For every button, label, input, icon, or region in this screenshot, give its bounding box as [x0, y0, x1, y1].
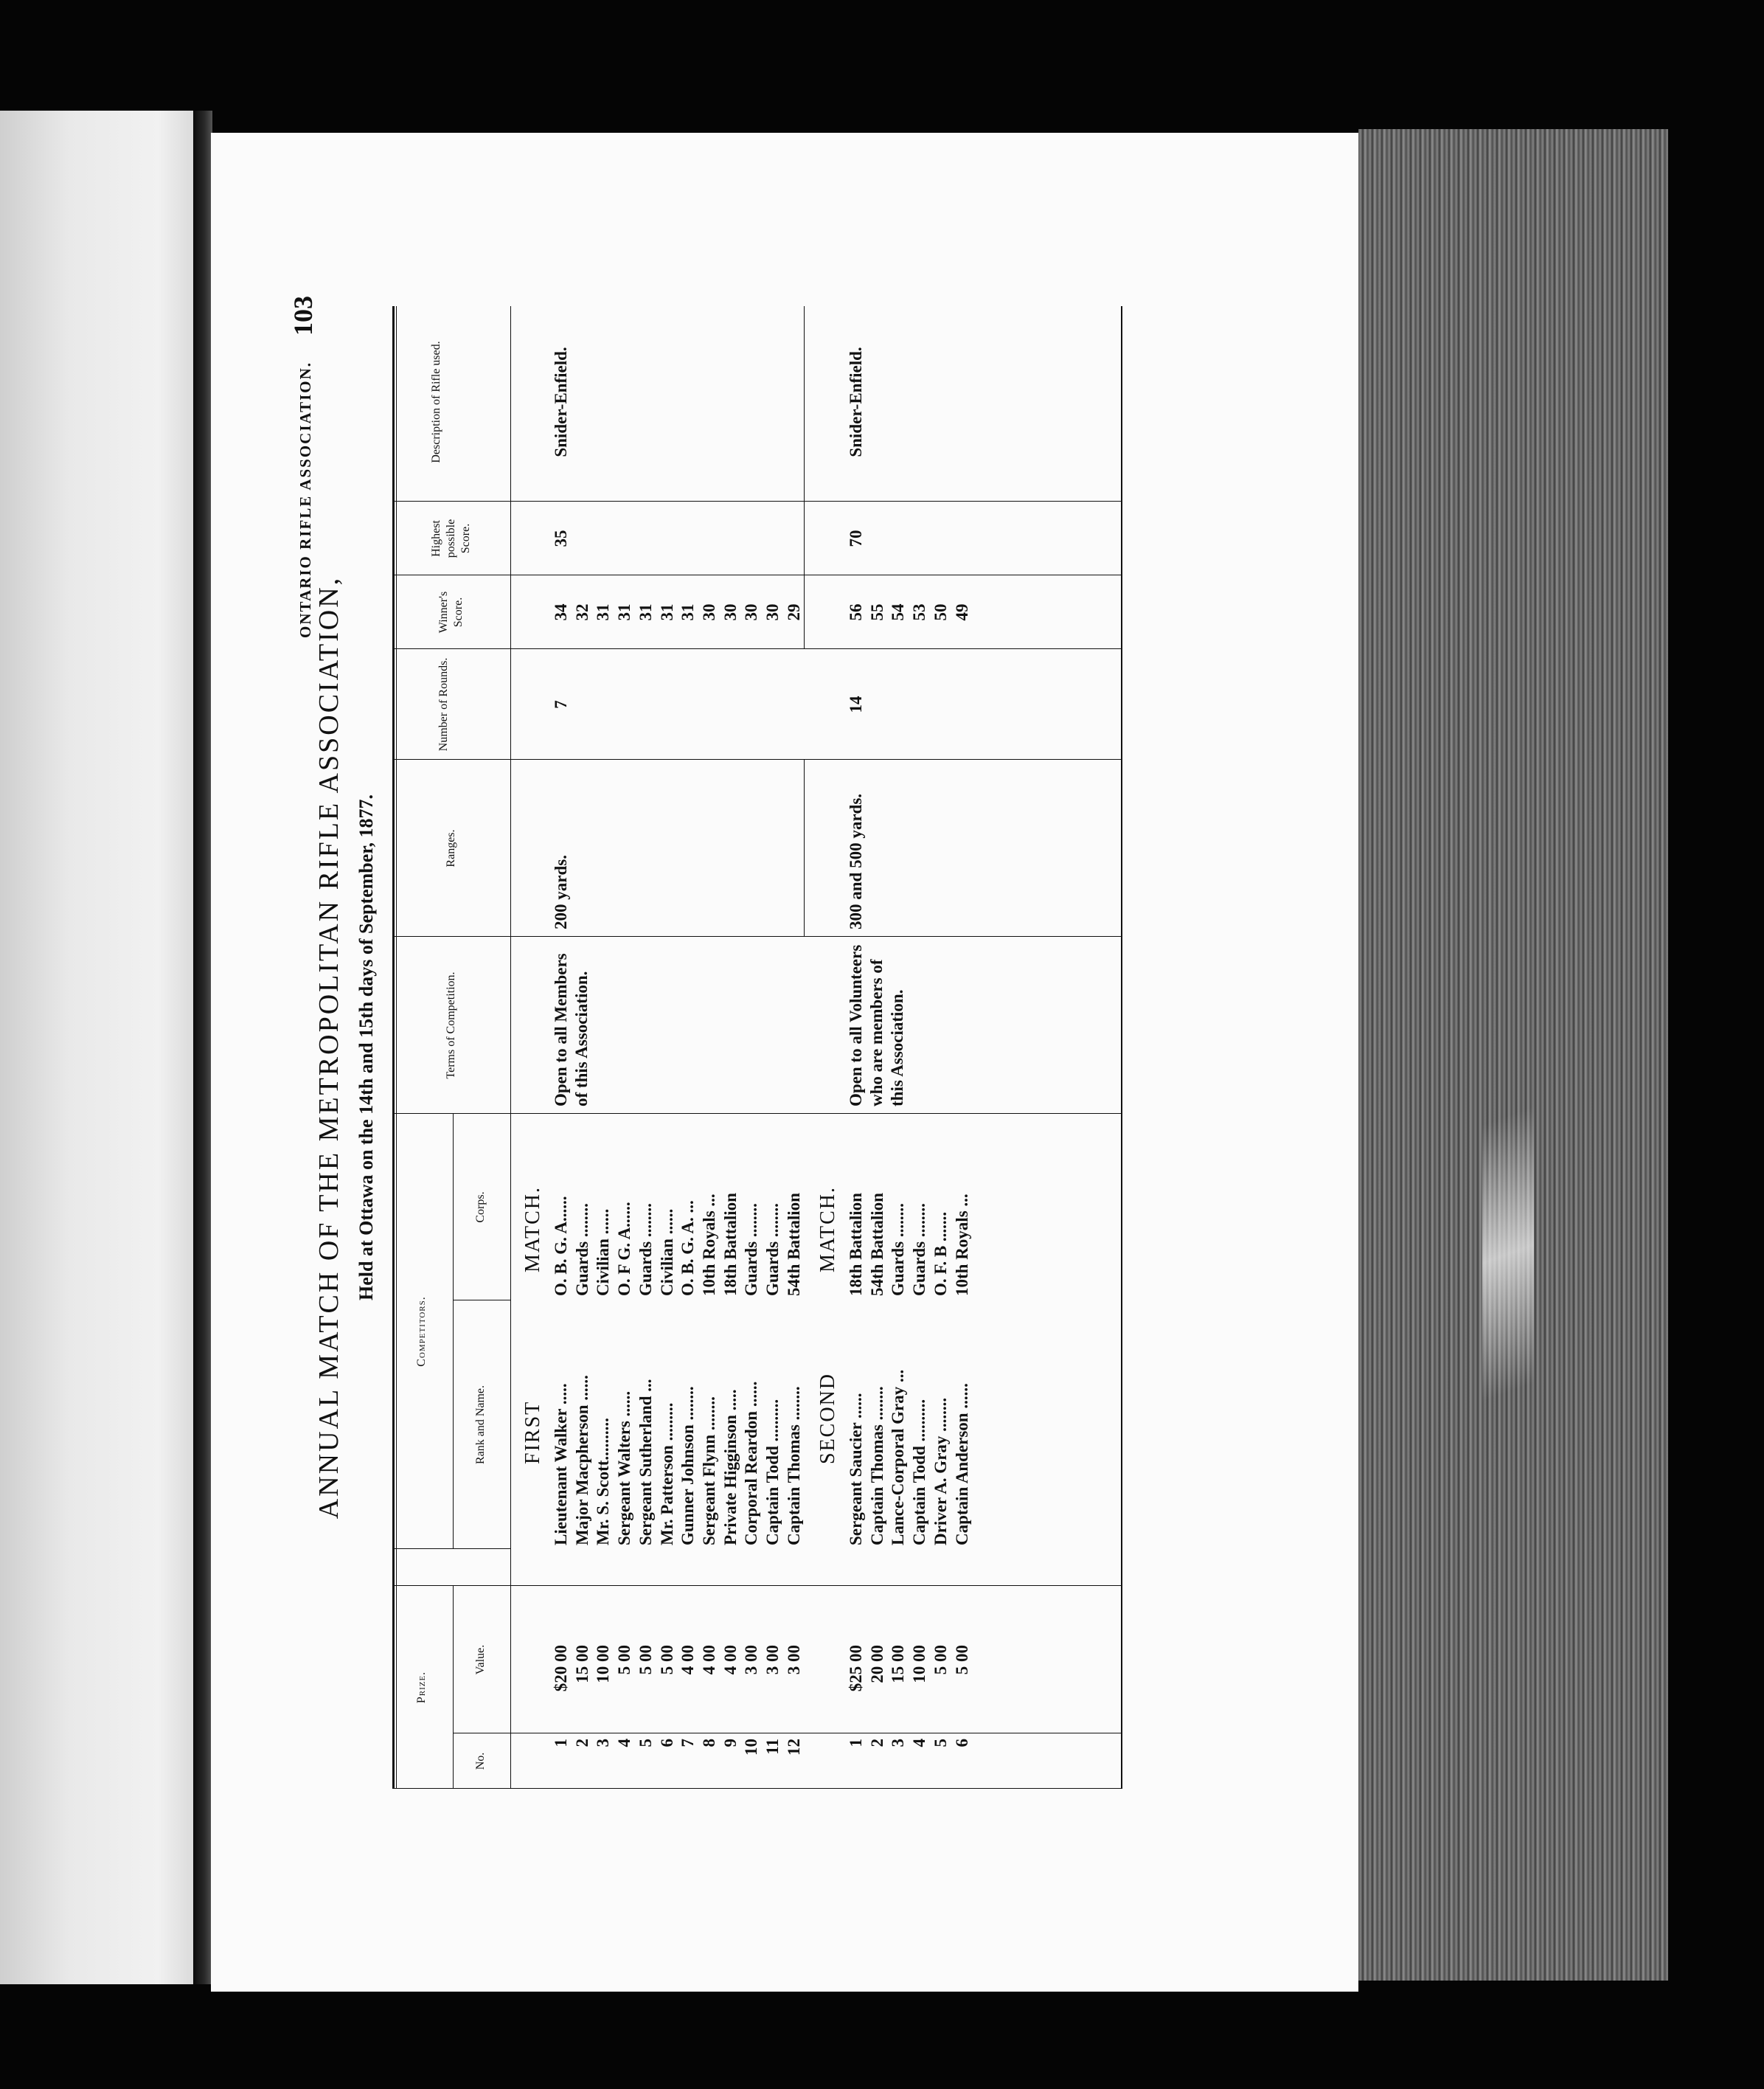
second-match-terms: Open to all Volunteers who are members of this Association.	[847, 944, 906, 1106]
winner-score: 31	[594, 603, 613, 621]
winner-score: 32	[572, 603, 591, 621]
competitor-corps: 18th Battalion	[847, 1193, 865, 1296]
first-match-rounds: 7	[552, 700, 570, 709]
prize-value: 5 00	[657, 1645, 676, 1675]
prize-value: 3 00	[763, 1645, 782, 1675]
second-match-highest: 70	[847, 530, 865, 547]
first-match-label-left: FIRST	[521, 1400, 544, 1464]
competitor-corps: Guards ........	[910, 1203, 929, 1296]
prize-value: 4 00	[699, 1645, 718, 1675]
second-match-rounds: 14	[847, 696, 865, 713]
header-value: Value.	[474, 1644, 487, 1675]
first-match-nos	[551, 1739, 805, 1789]
header-no: No.	[474, 1752, 487, 1770]
competitor-name: Major Macpherson ......	[572, 1375, 591, 1545]
prize-value: 3 00	[742, 1645, 761, 1675]
col-rule-value	[392, 1585, 1122, 1586]
header-ranges: Ranges.	[445, 829, 457, 867]
second-match-rifle: Snider-Enfield.	[847, 347, 865, 457]
winner-score: 55	[867, 603, 886, 621]
first-match-values	[551, 1645, 805, 1733]
competitor-corps: O. F. B .......	[931, 1211, 950, 1296]
competitor-name: Sergeant Flynn ........	[699, 1396, 718, 1545]
page-number: 103	[288, 296, 318, 336]
header-winners-score: Winner's Score.	[437, 591, 465, 634]
second-match-nos	[846, 1739, 973, 1789]
competitor-name: Captain Thomas ........	[867, 1386, 886, 1545]
competitor-name: Sergeant Walters ......	[615, 1390, 634, 1545]
running-head: ONTARIO RIFLE ASSOCIATION.	[296, 361, 314, 638]
competitor-corps: Civilian ......	[594, 1208, 613, 1296]
winner-score: 30	[763, 603, 782, 621]
prize-value: $20 00	[552, 1645, 570, 1692]
competitor-name: Corporal Reardon ......	[742, 1381, 761, 1545]
prize-no: 1	[847, 1739, 865, 1747]
first-match-rifle: Snider-Enfield.	[552, 347, 570, 457]
competitor-name: Private Higginson .....	[720, 1389, 740, 1545]
prize-value: 4 00	[720, 1645, 740, 1675]
competitor-name: Captain Todd ..........	[763, 1399, 782, 1545]
competitor-corps: 10th Royals ...	[952, 1194, 971, 1296]
prize-no: 5	[931, 1739, 950, 1747]
header-rifle: Description of Rifle used.	[430, 341, 442, 463]
competitor-name: Captain Anderson ......	[952, 1383, 971, 1545]
prize-no: 8	[699, 1739, 718, 1747]
prize-no: 5	[636, 1739, 655, 1747]
competitor-corps: O. B. G. A......	[552, 1196, 570, 1296]
competitor-name: Gunner Johnson ........	[678, 1386, 698, 1545]
prize-value: 10 00	[910, 1645, 929, 1683]
prize-value: 10 00	[594, 1645, 613, 1683]
col-rule-corps	[392, 1113, 1122, 1114]
prize-no: 10	[742, 1739, 761, 1756]
first-match-highest: 35	[552, 530, 570, 547]
winner-score: 31	[636, 603, 655, 621]
competitor-corps: O. F G. A......	[615, 1202, 634, 1296]
prize-no: 7	[678, 1739, 698, 1747]
competitor-name: Lance-Corporal Gray ...	[889, 1369, 908, 1545]
prize-no: 2	[867, 1739, 886, 1747]
prize-no: 9	[720, 1739, 740, 1747]
winner-score: 30	[699, 603, 718, 621]
header-corps: Corps.	[474, 1191, 487, 1223]
first-match-ranges: 200 yards.	[552, 855, 570, 929]
col-rule-ranges	[392, 759, 1122, 760]
prize-value: 3 00	[784, 1645, 803, 1675]
winner-score: 31	[615, 603, 634, 621]
edge-glare	[1482, 1033, 1534, 1475]
competitor-name: Mr. S. Scott..........	[594, 1418, 613, 1545]
prize-no: 3	[594, 1739, 613, 1747]
header-terms: Terms of Competition.	[445, 971, 457, 1079]
prize-value: 5 00	[615, 1645, 634, 1675]
competitor-corps: 54th Battalion	[784, 1193, 803, 1296]
competitor-name: Captain Todd ..........	[910, 1399, 929, 1545]
col-rule-gap	[392, 1548, 510, 1549]
winner-score: 29	[784, 603, 803, 621]
winner-score: 54	[889, 603, 908, 621]
prize-header-rule	[453, 1586, 454, 1789]
header-rounds: Number of Rounds.	[437, 657, 450, 752]
competitor-corps: 54th Battalion	[867, 1193, 886, 1296]
prize-value: 4 00	[678, 1645, 698, 1675]
header-highest: Highest possible Score.	[430, 519, 472, 558]
winner-score: 53	[910, 603, 929, 621]
first-match-terms: Open to all Members of this Association.	[552, 953, 591, 1106]
header-competitors: Competitors.	[415, 1296, 428, 1367]
winner-score: 56	[847, 603, 865, 621]
left-facing-page	[0, 111, 198, 1984]
main-title: ANNUAL MATCH OF THE METROPOLITAN RIFLE ASSOCIATION,	[313, 575, 344, 1520]
col-rule-highest	[392, 501, 1122, 502]
first-match-label	[521, 1401, 545, 1464]
competitor-name: Sergeant Saucier ......	[847, 1393, 865, 1545]
header-bottom-rule	[510, 306, 511, 1789]
first-match-label-right: MATCH.	[521, 1185, 544, 1272]
prize-no: 12	[784, 1739, 803, 1756]
winner-score: 30	[742, 603, 761, 621]
match-divider-ranges	[804, 760, 805, 937]
table-bottom-rule	[1121, 306, 1122, 1789]
competitor-corps: Guards ........	[636, 1203, 655, 1296]
match-divider-right	[804, 306, 805, 649]
competitors-header-rule	[453, 1114, 454, 1549]
competitor-name: Captain Thomas ........	[784, 1386, 803, 1545]
second-match-names	[846, 1302, 973, 1545]
winner-score: 34	[552, 603, 570, 621]
winner-score: 31	[678, 603, 698, 621]
prize-no: 11	[763, 1739, 782, 1755]
second-match-values	[846, 1645, 973, 1733]
col-rule-rounds	[392, 648, 1122, 649]
prize-no: 6	[657, 1739, 676, 1747]
competitor-corps: Guards ........	[763, 1203, 782, 1296]
prize-value: 5 00	[952, 1645, 971, 1675]
competitor-corps: O. B. G. A. ...	[678, 1200, 698, 1296]
competitor-name: Lieutenant Walker .....	[552, 1383, 570, 1545]
header-prize: Prize.	[415, 1671, 428, 1704]
winner-score: 49	[952, 603, 971, 621]
competitor-corps: Guards ........	[742, 1203, 761, 1296]
prize-value: 5 00	[636, 1645, 655, 1675]
prize-value: 5 00	[931, 1645, 950, 1675]
second-match-scores	[846, 579, 973, 645]
prize-no: 6	[952, 1739, 971, 1747]
prize-value: 20 00	[867, 1645, 886, 1683]
rotated-table-page	[288, 296, 1152, 1789]
second-match-label: SECOND	[816, 1372, 839, 1464]
competitor-corps: Guards ........	[889, 1203, 908, 1296]
competitor-corps: 10th Royals ...	[699, 1194, 718, 1296]
table-top-rule	[392, 306, 395, 1789]
col-rule-terms	[392, 936, 1122, 937]
winner-score: 50	[931, 603, 950, 621]
competitor-name: Sergeant Sutherland ...	[636, 1379, 655, 1545]
second-match-ranges: 300 and 500 yards.	[847, 793, 865, 929]
prize-value: 15 00	[572, 1645, 591, 1683]
subtitle: Held at Ottawa on the 14th and 15th days of September, 1877.	[355, 794, 377, 1300]
first-match-scores	[551, 579, 805, 645]
first-match-names	[551, 1302, 805, 1545]
competitor-corps: 18th Battalion	[720, 1193, 740, 1296]
prize-no: 4	[615, 1739, 634, 1747]
winner-score: 30	[720, 603, 740, 621]
second-match-corps	[846, 1115, 973, 1296]
first-match-corps	[551, 1115, 805, 1296]
prize-value: 15 00	[889, 1645, 908, 1683]
header-rank-name: Rank and Name.	[474, 1385, 487, 1465]
second-match-label-right: MATCH.	[816, 1185, 839, 1272]
prize-value: $25 00	[847, 1645, 865, 1692]
prize-no: 2	[572, 1739, 591, 1747]
prize-no: 4	[910, 1739, 929, 1747]
table-top-rule-thin	[396, 306, 397, 1789]
prize-no: 3	[889, 1739, 908, 1747]
competitor-corps: Civilian ......	[657, 1208, 676, 1296]
competitor-name: Mr. Patterson .........	[657, 1402, 676, 1545]
winner-score: 31	[657, 603, 676, 621]
competitor-corps: Guards ........	[572, 1203, 591, 1296]
book-gutter	[193, 111, 212, 1984]
prize-no: 1	[552, 1739, 570, 1747]
competitor-name: Driver A. Gray ........	[931, 1397, 950, 1545]
